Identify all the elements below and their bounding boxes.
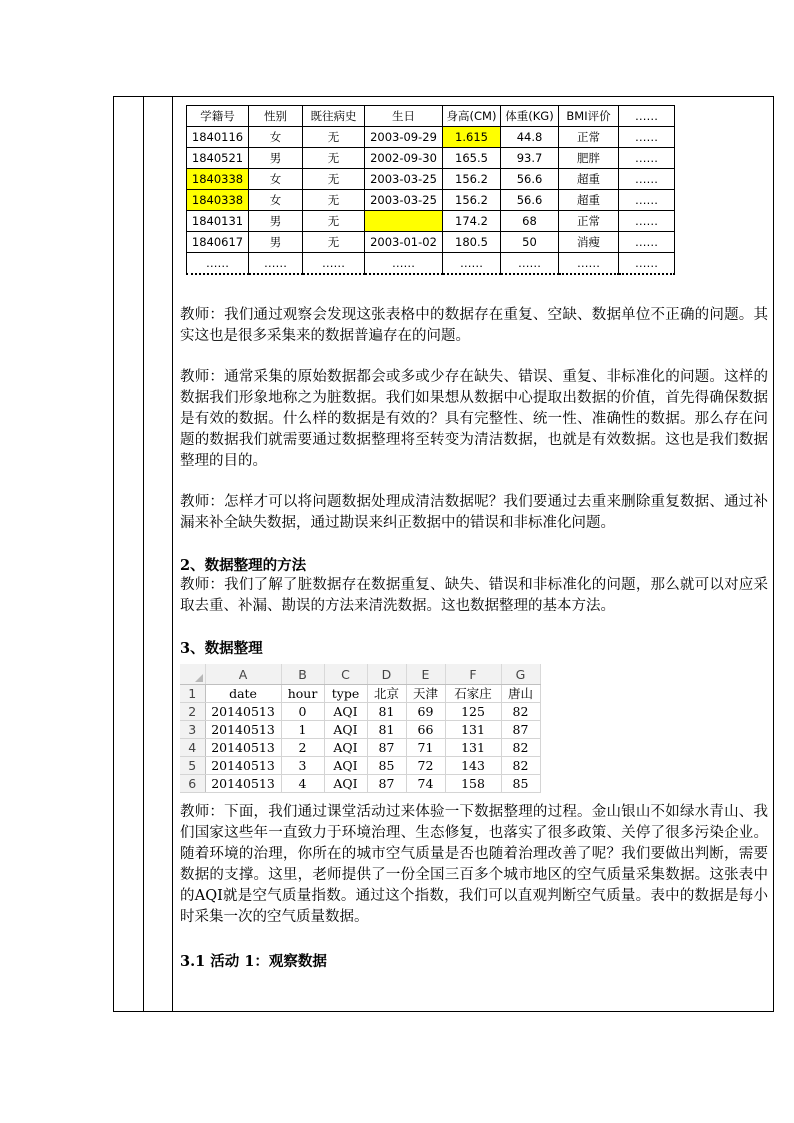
table-cell: 无	[303, 190, 365, 211]
table-cell: ……	[619, 190, 675, 211]
excel-cell: 0	[281, 703, 324, 721]
table-cell: 156.2	[443, 169, 501, 190]
table-cell: 56.6	[501, 190, 559, 211]
column-divider-2	[172, 96, 173, 1012]
excel-cell: 81	[367, 703, 406, 721]
highlighted-cell: 1840338	[187, 190, 249, 211]
table-cell: 正常	[559, 127, 619, 148]
table-cell: ……	[559, 253, 619, 275]
excel-cell: 4	[281, 775, 324, 793]
excel-column-letter: G	[501, 664, 540, 685]
excel-select-all-corner	[180, 664, 205, 685]
table-cell: 1840131	[187, 211, 249, 232]
paragraph-data-problems: 教师：我们通过观察会发现这张表格中的数据存在重复、空缺、数据单位不正确的问题。其实这也是很多采集来的数据普遍存在的问题。	[180, 307, 768, 344]
table-row	[187, 232, 675, 253]
excel-cell: 1	[281, 721, 324, 739]
table-cell: 93.7	[501, 148, 559, 169]
table-cell: 1840521	[187, 148, 249, 169]
table-row	[187, 253, 675, 275]
table-cell: 超重	[559, 169, 619, 190]
excel-cell: 2	[281, 739, 324, 757]
excel-row-number: 3	[180, 721, 205, 739]
excel-cell: AQI	[324, 775, 367, 793]
header-cell: 体重(KG)	[501, 106, 559, 127]
table-row	[187, 148, 675, 169]
excel-row	[180, 739, 540, 757]
excel-cell: AQI	[324, 739, 367, 757]
table-cell: 68	[501, 211, 559, 232]
excel-column-letter: F	[445, 664, 501, 685]
excel-cell: type	[324, 685, 367, 703]
excel-column-letter: C	[324, 664, 367, 685]
table-cell: 56.6	[501, 169, 559, 190]
table-cell: 2002-09-30	[365, 148, 443, 169]
excel-cell: 3	[281, 757, 324, 775]
table-cell: ……	[303, 253, 365, 275]
table-cell: 44.8	[501, 127, 559, 148]
table-cell: 女	[249, 190, 303, 211]
table-cell: ……	[365, 253, 443, 275]
table-cell: 无	[303, 127, 365, 148]
table-cell: ……	[619, 169, 675, 190]
highlighted-cell: 1.615	[443, 127, 501, 148]
table-cell: 1840617	[187, 232, 249, 253]
excel-row	[180, 757, 540, 775]
header-cell: 既往病史	[303, 106, 365, 127]
table-cell: ……	[619, 148, 675, 169]
highlighted-empty-cell	[365, 211, 443, 232]
excel-row-number: 1	[180, 685, 205, 703]
excel-cell: AQI	[324, 721, 367, 739]
table-cell: 2003-09-29	[365, 127, 443, 148]
table-cell: 2003-03-25	[365, 169, 443, 190]
highlighted-cell: 1840338	[187, 169, 249, 190]
excel-column-letter: D	[367, 664, 406, 685]
table-cell: 165.5	[443, 148, 501, 169]
excel-row-number: 6	[180, 775, 205, 793]
excel-cell: 石家庄	[445, 685, 501, 703]
excel-screenshot	[180, 664, 541, 793]
table-row	[187, 127, 675, 148]
excel-cell: 82	[501, 757, 540, 775]
excel-cell: AQI	[324, 757, 367, 775]
table-cell: ……	[443, 253, 501, 275]
excel-cell: 北京	[367, 685, 406, 703]
excel-row-number: 2	[180, 703, 205, 721]
table-cell: 无	[303, 211, 365, 232]
table-cell: 无	[303, 148, 365, 169]
excel-cell: 71	[406, 739, 445, 757]
paragraph-activity-intro: 教师：下面，我们通过课堂活动过来体验一下数据整理的过程。金山银山不如绿水青山、我们国家这些年一直致力于环境治理、生态修复，也落实了很多政策、关停了很多污染企业。随着环境的治理，你所在的城市空气质量是否也随着治理改善了呢？我们要做出判断，需要数据的支撑。这里，老师提供了一份全国三百多个城市地区的空气质量采集数据。这张表中的AQI就是空气质量指数。通过这个指数，我们可以直观判断空气质量。表中的数据是每小时采集一次的空气质量数据。	[180, 804, 768, 925]
excel-cell: 143	[445, 757, 501, 775]
section-heading-3-1: 3.1 活动 1：观察数据	[180, 953, 327, 970]
excel-cell: 85	[501, 775, 540, 793]
excel-cell: 20140513	[205, 739, 281, 757]
paragraph-basic-method: 教师：我们了解了脏数据存在数据重复、缺失、错误和非标准化的问题，那么就可以对应采取去重、补漏、勘误的方法来清洗数据。这也数据整理的基本方法。	[180, 577, 768, 614]
excel-cell: 158	[445, 775, 501, 793]
table-cell: ……	[249, 253, 303, 275]
table-cell: 2003-03-25	[365, 190, 443, 211]
excel-cell: 82	[501, 703, 540, 721]
excel-cell: 131	[445, 721, 501, 739]
excel-cell: 唐山	[501, 685, 540, 703]
excel-row-number: 4	[180, 739, 205, 757]
table-cell: ……	[187, 253, 249, 275]
table-cell: 156.2	[443, 190, 501, 211]
paragraph-cleaning-methods: 教师：怎样才可以将问题数据处理成清洁数据呢？我们要通过去重来删除重复数据、通过补漏来补全缺失数据，通过勘误来纠正数据中的错误和非标准化问题。	[180, 494, 768, 531]
excel-cell: 85	[367, 757, 406, 775]
excel-cell: 66	[406, 721, 445, 739]
section-heading-3: 3、数据整理	[180, 640, 263, 657]
excel-row-number: 5	[180, 757, 205, 775]
section-heading-2: 2、数据整理的方法	[180, 557, 307, 574]
excel-cell: 20140513	[205, 721, 281, 739]
paragraph-dirty-data: 教师：通常采集的原始数据都会或多或少存在缺失、错误、重复、非标准化的问题。这样的数据我们形象地称之为脏数据。我们如果想从数据中心提取出数据的价值，首先得确保数据是有效的数据。什么样的数据是有效的？具有完整性、统一性、准确性的数据。那么存在问题的数据我们就需要通过数据整理将至转变为清洁数据，也就是有效数据。这也是我们数据整理的目的。	[180, 369, 768, 469]
excel-cell: 天津	[406, 685, 445, 703]
excel-column-header-row	[180, 664, 540, 685]
table-cell: ……	[619, 232, 675, 253]
student-data-table	[186, 105, 675, 275]
header-cell: 学籍号	[187, 106, 249, 127]
table-cell: 男	[249, 232, 303, 253]
excel-row	[180, 703, 540, 721]
table-cell: ……	[501, 253, 559, 275]
table-cell: ……	[619, 127, 675, 148]
table-cell: 无	[303, 169, 365, 190]
table-cell: 1840116	[187, 127, 249, 148]
excel-cell: 82	[501, 739, 540, 757]
excel-cell: 81	[367, 721, 406, 739]
header-cell: BMI评价	[559, 106, 619, 127]
excel-cell: hour	[281, 685, 324, 703]
table-cell: 无	[303, 232, 365, 253]
excel-row	[180, 721, 540, 739]
excel-cell: 87	[367, 775, 406, 793]
excel-cell: 87	[501, 721, 540, 739]
excel-cell: 74	[406, 775, 445, 793]
table-cell: 肥胖	[559, 148, 619, 169]
column-divider-1	[143, 96, 144, 1012]
table-cell: 女	[249, 169, 303, 190]
table-cell: 消瘦	[559, 232, 619, 253]
table-row	[187, 211, 675, 232]
table-cell: ……	[619, 253, 675, 275]
table-cell: 正常	[559, 211, 619, 232]
table-cell: 50	[501, 232, 559, 253]
header-cell: 身高(CM)	[443, 106, 501, 127]
excel-column-letter: E	[406, 664, 445, 685]
header-cell: ……	[619, 106, 675, 127]
excel-column-letter: A	[205, 664, 281, 685]
excel-cell: 69	[406, 703, 445, 721]
table-cell: 女	[249, 127, 303, 148]
excel-column-letter: B	[281, 664, 324, 685]
table-cell: ……	[619, 211, 675, 232]
excel-row	[180, 775, 540, 793]
table-cell: 2003-01-02	[365, 232, 443, 253]
excel-cell: 125	[445, 703, 501, 721]
table-cell: 174.2	[443, 211, 501, 232]
table-header-row	[187, 106, 675, 127]
excel-row	[180, 685, 540, 703]
table-row	[187, 190, 675, 211]
table-cell: 男	[249, 148, 303, 169]
excel-cell: 131	[445, 739, 501, 757]
excel-cell: date	[205, 685, 281, 703]
excel-cell: 20140513	[205, 757, 281, 775]
excel-cell: 72	[406, 757, 445, 775]
table-cell: 超重	[559, 190, 619, 211]
table-row	[187, 169, 675, 190]
header-cell: 性别	[249, 106, 303, 127]
table-cell: 男	[249, 211, 303, 232]
table-cell: 180.5	[443, 232, 501, 253]
excel-cell: 20140513	[205, 703, 281, 721]
excel-cell: AQI	[324, 703, 367, 721]
excel-cell: 20140513	[205, 775, 281, 793]
header-cell: 生日	[365, 106, 443, 127]
excel-cell: 87	[367, 739, 406, 757]
